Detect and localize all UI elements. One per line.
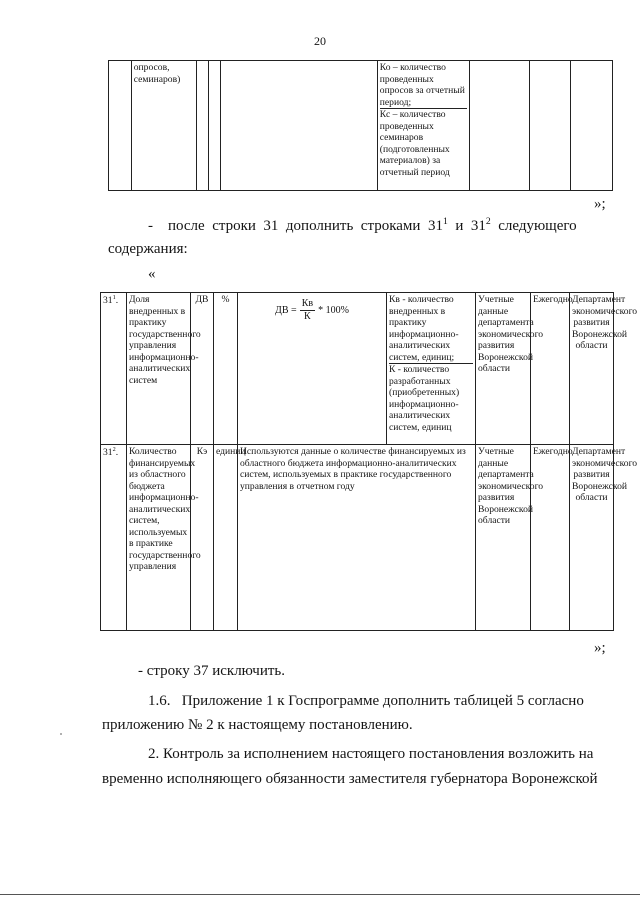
paragraph-line: 2. Контроль за исполнением настоящего постановления возложить на [148, 746, 594, 762]
cell [529, 61, 570, 191]
page-bottom-edge [0, 894, 640, 895]
paragraph-line: - строку 37 исключить. [138, 663, 286, 679]
table-row [101, 293, 614, 445]
close-quote: »; [594, 640, 606, 656]
variables-cell [377, 61, 469, 191]
close-quote: »; [594, 196, 606, 212]
variable-definition: Ко – количество проведенных опросов за отчетный период; [379, 62, 465, 108]
abbreviation: Кэ [191, 445, 214, 631]
responsible: Департамент экономического развития Воронежской области [570, 293, 614, 445]
unit: % [214, 293, 238, 445]
formula-cell [238, 293, 387, 445]
open-quote: « [148, 266, 156, 282]
variable-definition: Кс – количество проведенных семинаров (подготовленных материалов) за отчетный период [380, 108, 467, 178]
variable-definition: Кв - количество внедренных в практику информационно-аналитических систем, единиц; [389, 294, 459, 363]
frequency: Ежегодно [531, 445, 570, 631]
cell [196, 61, 208, 191]
cell [570, 61, 612, 191]
indicators-table [100, 292, 638, 631]
indicator-name-cell: опросов, семинаров) [131, 61, 196, 191]
fraction: $\frac{Кв}{К}$ [301, 298, 314, 322]
responsible: Департамент экономического развития Воронежской области [570, 445, 614, 631]
paragraph-line: - после строки 31 дополнить строками $31^1$ и $31^2$ следующего [148, 216, 577, 234]
paragraph-line: 1.6. Приложение 1 к Госпрограмме дополнить таблицей 5 согласно [148, 693, 584, 709]
cell [109, 61, 132, 191]
method-description: Используются данные о количестве финансируемых из областного бюджета информационно-аналитических систем, используемых в практике государственного управления в отчетном году [238, 445, 476, 631]
unit: единиц [214, 445, 238, 631]
abbreviation: ДВ [191, 293, 214, 445]
paragraph-line: временно исполняющего обязанности заместителя губернатора Воронежской [102, 771, 598, 787]
row-number: $31^1$. [101, 293, 127, 445]
page-number: 20 [314, 34, 326, 48]
paragraph-line: приложению № 2 к настоящему постановлению. [102, 717, 413, 733]
indicator-name: Количество финансируемых из областного бюджета информационно-аналитических систем, используемых в практике государственного управления [127, 445, 191, 631]
paragraph-line: содержания: [108, 241, 188, 257]
cell [220, 61, 377, 191]
data-source: Учетные данные департамента экономического развития Воронежской области [476, 293, 531, 445]
variables-cell [387, 293, 476, 445]
data-source: Учетные данные департамента экономического развития Воронежской области [476, 445, 531, 631]
cell [208, 61, 220, 191]
table-continuation [108, 60, 613, 191]
scan-speck [60, 733, 62, 735]
cell [469, 61, 529, 191]
table-row [101, 445, 614, 631]
frequency: Ежегодно [531, 293, 570, 445]
variable-definition: К - количество разработанных (приобретенных) информационно-аналитических систем, единиц [389, 363, 473, 433]
row-number: $31^2$. [101, 445, 127, 631]
indicator-name: Доля внедренных в практику государственного управления информационно-аналитических систем [127, 293, 191, 445]
table-row [109, 61, 613, 191]
formula: ДВ = $\frac{Кв}{К}$ * 100% [275, 298, 349, 322]
